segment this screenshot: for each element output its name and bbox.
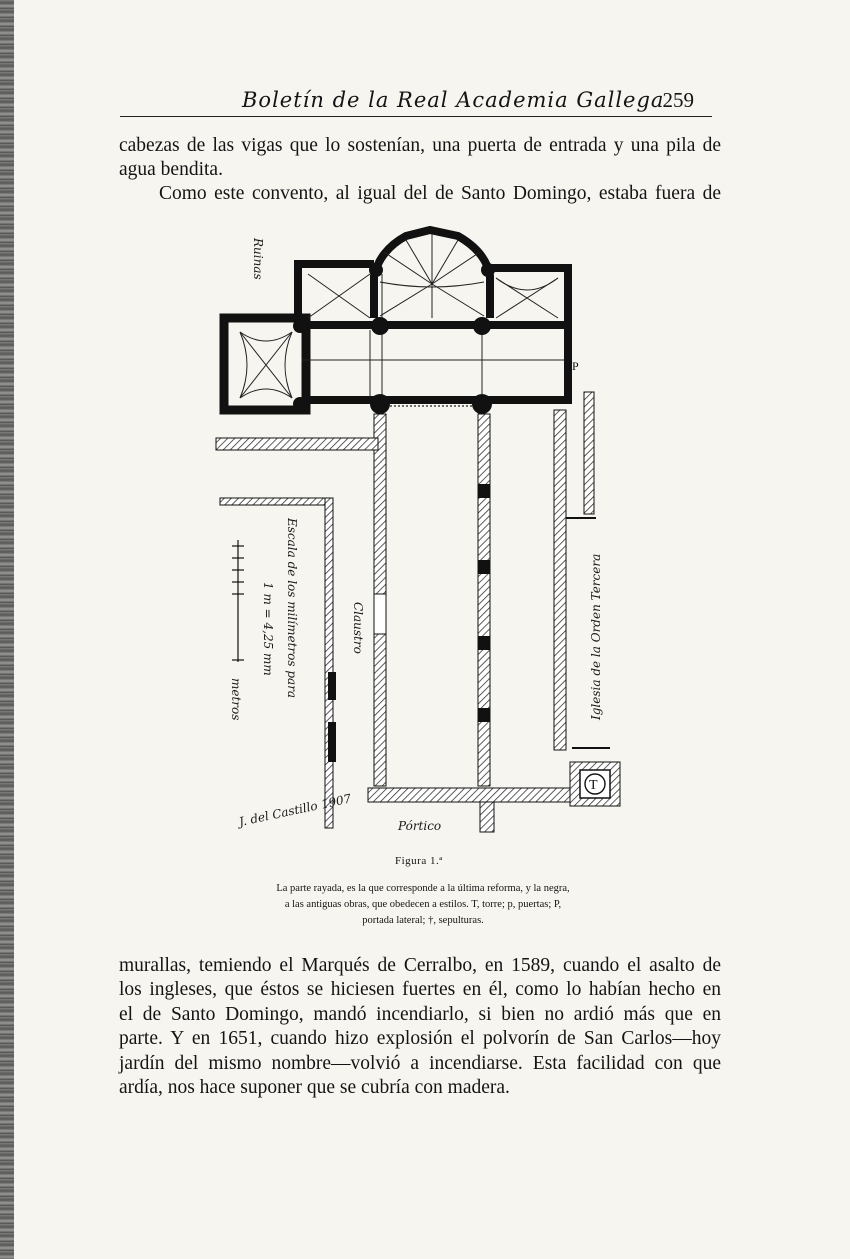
- journal-title: Boletín de la Real Academia Gallega: [242, 88, 665, 112]
- tower: [570, 762, 620, 806]
- label-scale-ratio: 1 m = 4,25 mm: [261, 582, 275, 676]
- label-ruinas: Ruinas: [251, 238, 265, 280]
- text-line: el de Santo Domingo, mandó incendiarlo, si bien no ardió más que en: [119, 1003, 721, 1025]
- label-portico: Pórtico: [398, 819, 442, 833]
- paragraph-2: [119, 182, 721, 206]
- text-line: Como este convento, al igual del de Santo Domingo, estaba fuera de: [159, 183, 721, 204]
- portico-wall: [368, 788, 582, 802]
- text-line: agua bendita.: [119, 159, 223, 180]
- portico-pillar: [480, 802, 494, 832]
- caption-line: La parte rayada, es la que corresponde a la última reforma, y la negra,: [276, 883, 570, 894]
- nave-wall-segments: [374, 484, 490, 722]
- label-signature: J. del Castillo 1907: [237, 791, 353, 829]
- label-portal: P: [572, 359, 579, 373]
- cloister-wall-inner: [220, 498, 336, 828]
- text-line: los ingleses, que éstos se hiciesen fuertes en él, como lo habían hecho en: [119, 979, 721, 1001]
- aisle-right-wall: [554, 410, 566, 750]
- left-transept-vault: [302, 274, 564, 397]
- text-line: parte. Y en 1651, cuando hizo explosión el polvorín de San Carlos—hoy: [119, 1028, 721, 1050]
- text-line: jardín del mismo nombre—volvió a incendiarse. Esta facilidad con que: [119, 1052, 721, 1074]
- label-scale-unit: metros: [229, 678, 243, 721]
- figure-title: Figura 1.ª: [395, 855, 443, 867]
- piers: [293, 263, 495, 414]
- apse: [374, 230, 490, 318]
- text-line: cabezas de las vigas que lo sostenían, una puerta de entrada y una pila de: [119, 135, 721, 156]
- text-line: ardía, nos hace suponer que se cubría con madera.: [119, 1077, 510, 1099]
- page-number: 259: [662, 88, 694, 112]
- caption-line: a las antiguas obras, que obedecen a estilos. T, torre; p, puertas; P,: [284, 899, 562, 910]
- label-scale-title: Escala de los milímetros para: [285, 518, 299, 699]
- floor-plan-figure: [210, 222, 635, 834]
- figure-caption: [222, 881, 624, 929]
- label-claustro: Claustro: [351, 602, 365, 654]
- text-line: murallas, temiendo el Marqués de Cerralbo, en 1589, cuando el asalto de: [119, 955, 721, 976]
- caption-line: portada lateral; †, sepulturas.: [362, 915, 484, 926]
- cloister-wall-top: [216, 438, 378, 450]
- label-iglesia: Iglesia de la Orden Tercera: [589, 553, 603, 720]
- paragraph-1: [119, 134, 721, 182]
- paragraph-3: [119, 954, 721, 1100]
- nave-middle-wall: [478, 414, 490, 786]
- running-header: [120, 86, 712, 117]
- label-tower: T: [589, 778, 598, 793]
- scale-bar: [232, 540, 244, 662]
- right-transept-vault: [496, 278, 558, 318]
- aisle-right-outer: [584, 392, 594, 514]
- book-binding-edge: [0, 0, 14, 1259]
- left-chapel-vault: [240, 332, 292, 398]
